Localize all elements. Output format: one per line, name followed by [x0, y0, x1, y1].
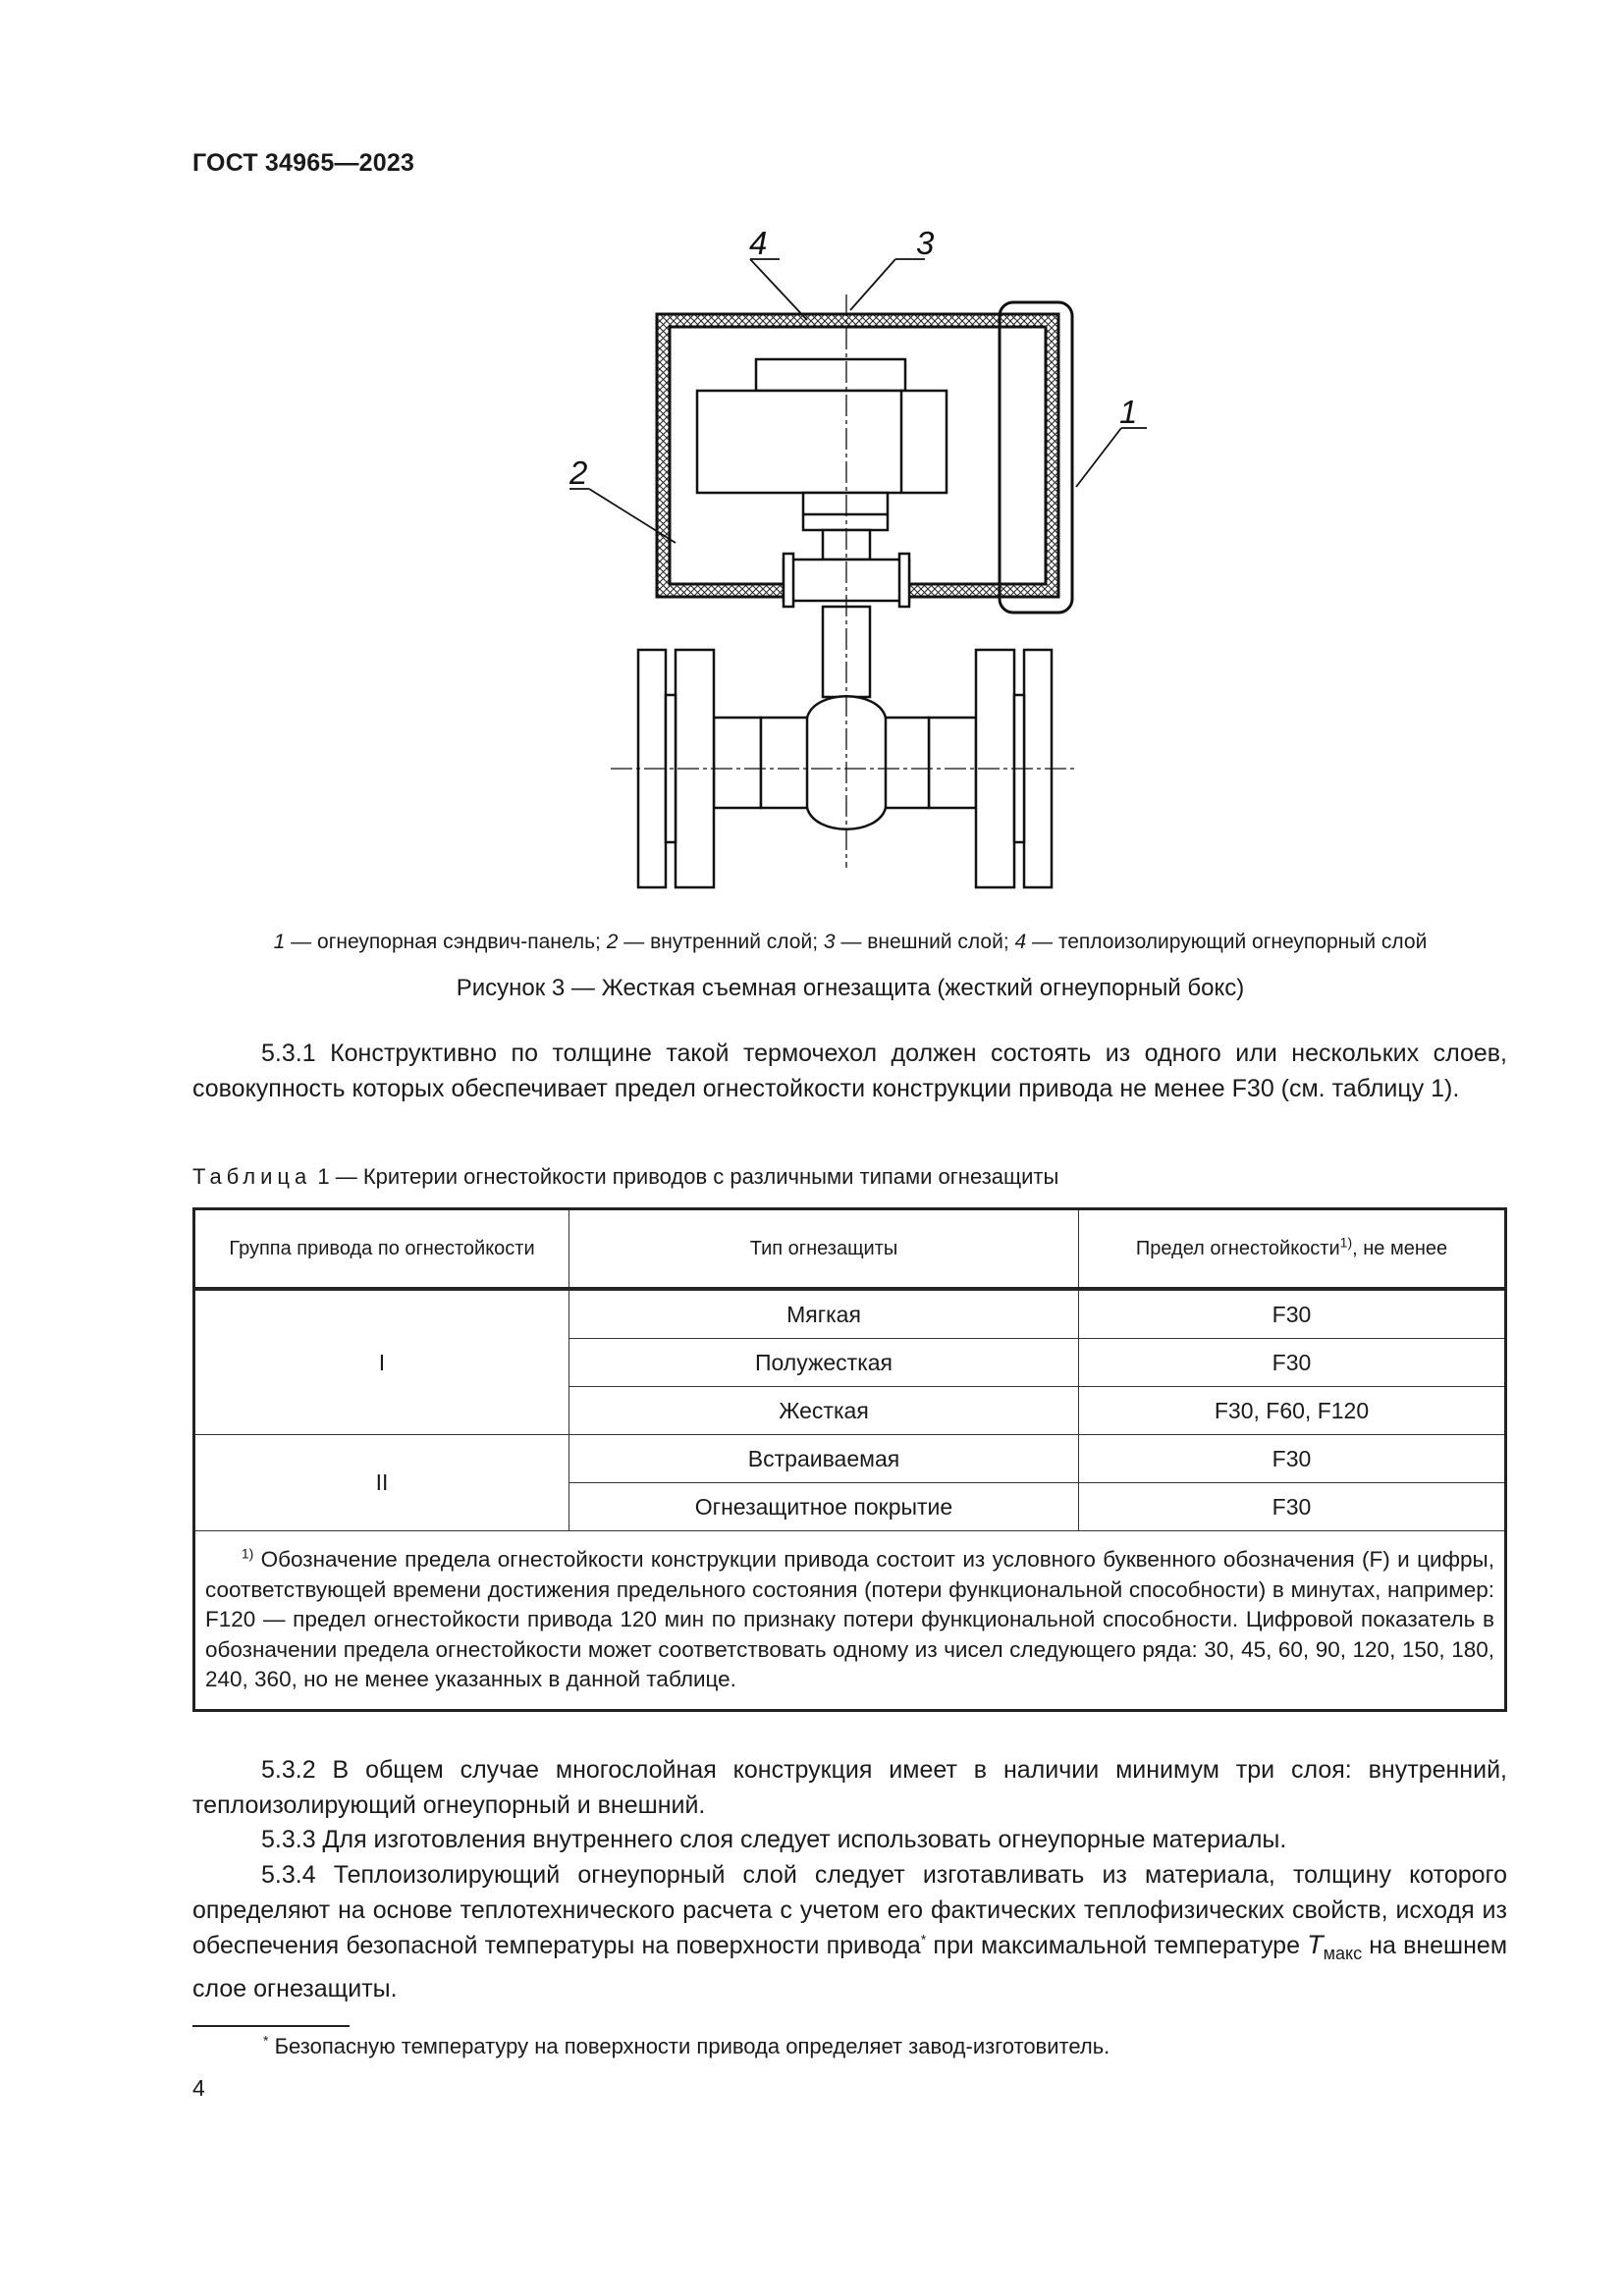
protection-type-cell: Мягкая — [569, 1291, 1079, 1339]
table-note-row — [194, 1531, 1506, 1711]
table-row — [194, 1291, 1506, 1339]
footnote-text: Безопасную температуру на поверхности привода определяет завод-изготовитель. — [268, 2034, 1110, 2058]
fire-limit-cell: F30 — [1079, 1339, 1506, 1387]
header-fire-limit-tail: , не менее — [1352, 1237, 1448, 1259]
protection-type-cell: Полужесткая — [569, 1339, 1079, 1387]
table-row — [194, 1435, 1506, 1483]
callout-2: 2 — [569, 454, 588, 491]
temperature-subscript: макс — [1323, 1944, 1363, 1963]
fire-resistance-table — [192, 1207, 1507, 1712]
legend-num-2: 2 — [606, 931, 619, 953]
callout-1: 1 — [1119, 394, 1138, 430]
valve-fire-protection-figure — [550, 218, 1138, 905]
group-cell: I — [194, 1291, 569, 1435]
legend-num-4: 4 — [1014, 931, 1027, 953]
legend-text-2: — внутренний слой; — [618, 931, 824, 953]
header-fire-limit-text: Предел огнестойкости — [1135, 1237, 1340, 1259]
footnote-divider — [192, 2025, 350, 2027]
protection-type-cell: Встраиваемая — [569, 1435, 1079, 1483]
protection-type-cell: Огнезащитное покрытие — [569, 1483, 1079, 1531]
callout-4: 4 — [749, 225, 768, 261]
table-note-mark: 1) — [241, 1545, 254, 1562]
footnote-ref: * — [920, 1931, 927, 1948]
header-group: Группа привода по огнестойкости — [194, 1209, 569, 1289]
callout-3: 3 — [916, 225, 935, 261]
header-fire-limit — [1079, 1209, 1506, 1289]
section-5-3-2: 5.3.2 В общем случае многослойная конструкция имеет в наличии минимум три слоя: внутренний, теплоизолирующий огнеупорный и внешний. — [192, 1756, 1507, 1819]
figure-legend — [192, 931, 1508, 954]
section-5-3-4-text2: при максимальной температуре — [926, 1932, 1308, 1959]
legend-text-1: — огнеупорная сэндвич-панель; — [285, 931, 607, 953]
fire-limit-cell: F30 — [1079, 1291, 1506, 1339]
fire-limit-cell: F30 — [1079, 1435, 1506, 1483]
fire-limit-cell: F30, F60, F120 — [1079, 1387, 1506, 1435]
group-cell: II — [194, 1435, 569, 1531]
table-title-text: 1 — Критерии огнестойкости приводов с различными типами огнезащиты — [311, 1164, 1059, 1189]
sandwich-panel-outline — [1000, 302, 1072, 613]
section-5-3-4-text3: на внешнем слое огнезащиты. — [192, 1932, 1508, 2002]
page-number: 4 — [192, 2075, 205, 2101]
document-id: ГОСТ 34965—2023 — [192, 149, 415, 177]
fire-limit-cell: F30 — [1079, 1483, 1506, 1531]
footnote — [263, 2034, 1110, 2059]
legend-text-3: — внешний слой; — [835, 931, 1015, 953]
table-title-word: Таблица — [192, 1164, 312, 1189]
legend-num-1: 1 — [273, 931, 286, 953]
actuator — [697, 359, 947, 697]
header-fire-limit-sup: 1) — [1339, 1233, 1353, 1250]
table-note-text: Обозначение предела огнестойкости конструкции привода состоит из условного буквенного обозначения (F) и цифры, соответствующей времени достижения предельного состояния (потери функциональной способности) в минутах, например: F120 — предел огнестойкости привода 120 мин по признаку потери функциональной способности. Цифровой показатель в обозначении предела огнестойкости может соответствовать одному из чисел следующего ряда: 30, 45, 60, 90, 120, 150, 180, 240, 360, но не менее указанных в данной таблице. — [205, 1547, 1494, 1691]
section-5-3-1: 5.3.1 Конструктивно по толщине такой термочехол должен состоять из одного или нескольких слоев, совокупность которых обеспечивает предел огнестойкости конструкции привода не менее F30 (см. таблицу 1). — [192, 1040, 1507, 1102]
table-note — [194, 1531, 1506, 1711]
section-5-3-3: 5.3.3 Для изготовления внутреннего слоя следует использовать огнеупорные материалы. — [261, 1826, 1287, 1853]
protection-type-cell: Жесткая — [569, 1387, 1079, 1435]
header-protection-type: Тип огнезащиты — [569, 1209, 1079, 1289]
section-5-3-4 — [192, 1858, 1507, 2006]
legend-num-3: 3 — [823, 931, 836, 953]
temperature-symbol: T — [1307, 1930, 1324, 1959]
legend-text-4: — теплоизолирующий огнеупорный слой — [1026, 931, 1428, 953]
footnote-mark: * — [263, 2032, 269, 2049]
table-header-row — [194, 1209, 1506, 1289]
figure-caption: Рисунок 3 — Жесткая съемная огнезащита (жесткий огнеупорный бокс) — [456, 975, 1245, 1001]
section-5-3-4-text: 5.3.4 Теплоизолирующий огнеупорный слой следует изготавливать из материала, толщину которого определяют на основе теплотехнического расчета с учетом его фактических теплофизических свойств, исходя из обеспечения безопасной температуры на поверхности привода — [192, 1861, 1507, 1959]
table-title — [192, 1164, 1058, 1190]
